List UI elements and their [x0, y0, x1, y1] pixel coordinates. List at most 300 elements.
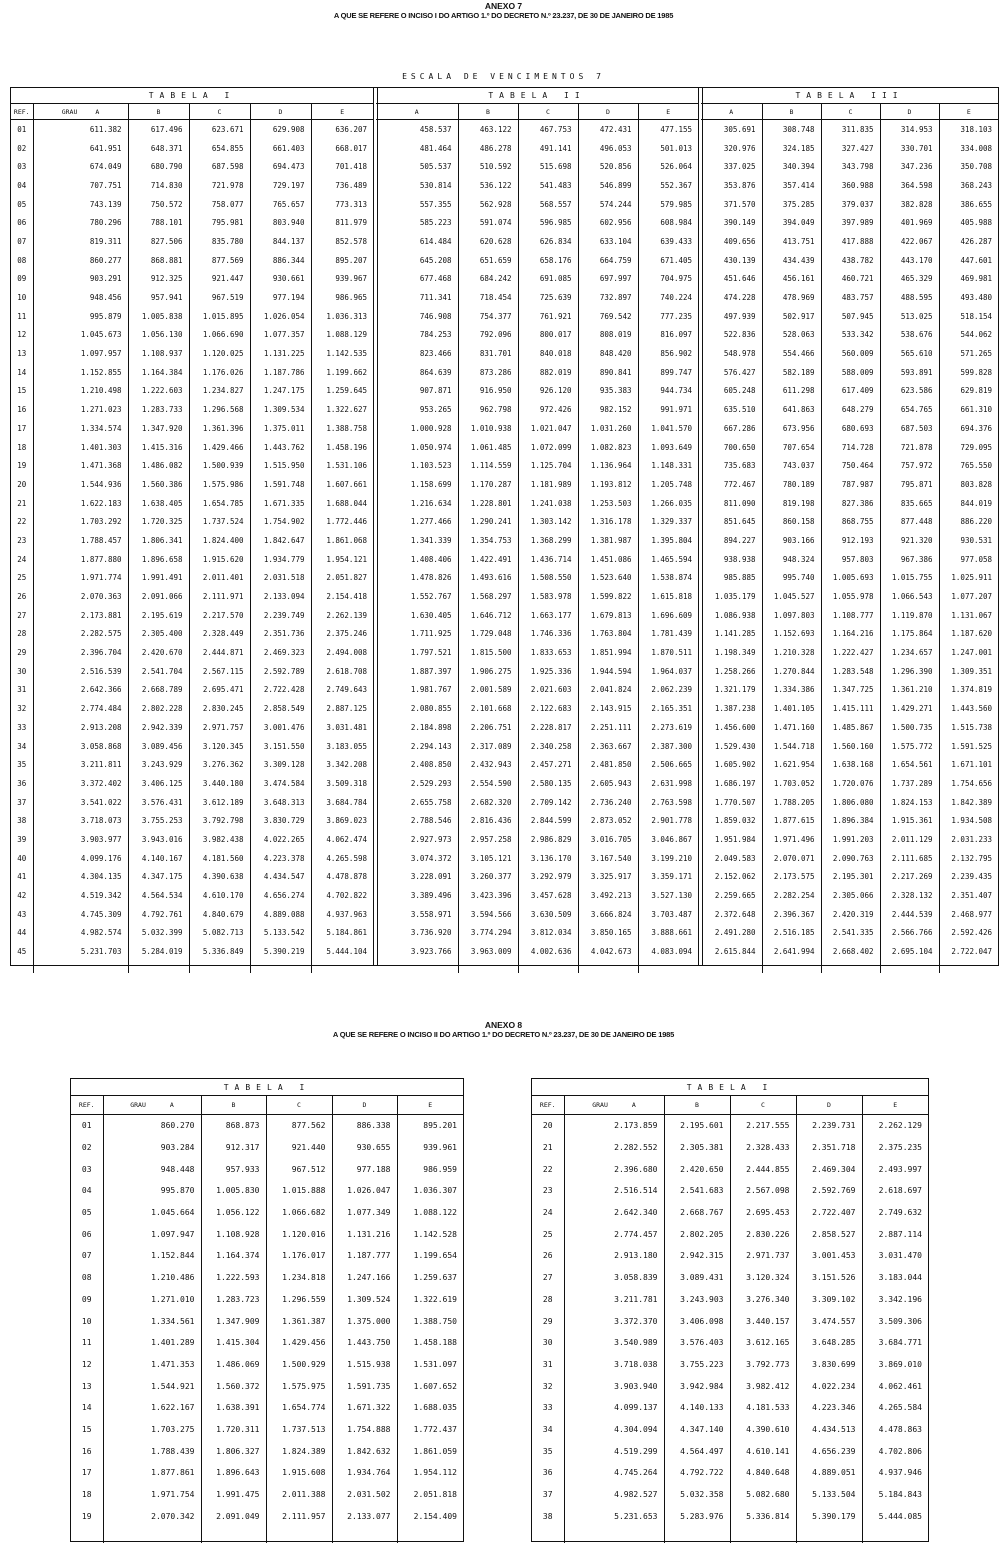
value-cell: 3.509.318 — [311, 774, 373, 793]
value-cell: 1.500.735 — [880, 718, 939, 737]
value-cell: 3.001.476 — [250, 718, 311, 737]
ref-header: REF. — [71, 1096, 103, 1115]
value-cell: 2.469.323 — [250, 643, 311, 662]
value-cell: 1.615.818 — [638, 587, 698, 606]
filler-cell — [250, 961, 311, 973]
column-header-a — [103, 1096, 201, 1115]
value-cell: 1.465.594 — [638, 550, 698, 569]
value-cell: 811.979 — [311, 213, 373, 232]
value-cell: 1.842.647 — [250, 531, 311, 550]
value-cell: 2.592.426 — [939, 924, 998, 943]
value-cell: 4.140.133 — [664, 1397, 730, 1419]
table-row — [701, 419, 998, 438]
value-cell: 1.303.142 — [518, 512, 578, 531]
value-cell: 1.788.439 — [103, 1440, 201, 1462]
value-cell: 2.420.670 — [128, 643, 189, 662]
column-header-e: E — [311, 104, 373, 120]
value-cell: 1.991.491 — [128, 569, 189, 588]
value-cell: 2.133.094 — [250, 587, 311, 606]
value-cell: 1.164.374 — [201, 1245, 266, 1267]
value-cell: 761.921 — [518, 307, 578, 326]
table-row — [11, 811, 373, 830]
value-cell: 4.792.761 — [128, 905, 189, 924]
value-cell: 1.703.052 — [762, 774, 821, 793]
value-cell: 2.328.132 — [880, 886, 939, 905]
value-cell: 1.456.600 — [714, 722, 756, 732]
ref-cell: 31 — [542, 1359, 553, 1369]
value-cell: 939.961 — [397, 1137, 463, 1159]
ref-cell: 08 — [17, 255, 27, 265]
value-cell: 2.655.758 — [410, 797, 452, 807]
value-cell: 497.939 — [723, 311, 756, 321]
table-row — [11, 868, 373, 887]
value-cell: 5.284.019 — [128, 942, 189, 961]
value-cell: 560.009 — [821, 344, 880, 363]
value-cell: 2.493.997 — [862, 1158, 928, 1180]
value-cell: 526.064 — [638, 157, 698, 176]
ref-cell: 31 — [17, 685, 27, 695]
value-cell: 1.361.387 — [266, 1310, 332, 1332]
value-cell: 1.971.754 — [103, 1484, 201, 1506]
value-cell: 375.285 — [762, 195, 821, 214]
value-cell: 3.576.403 — [664, 1332, 730, 1354]
table-row — [376, 475, 698, 494]
value-cell: 1.842.632 — [332, 1440, 397, 1462]
value-cell: 1.954.112 — [397, 1462, 463, 1484]
value-cell: 2.420.319 — [821, 905, 880, 924]
table-row — [11, 176, 373, 195]
table-row — [376, 382, 698, 401]
value-cell: 758.077 — [189, 195, 250, 214]
value-cell: 2.642.366 — [33, 681, 128, 700]
value-cell: 803.828 — [939, 475, 998, 494]
value-cell: 1.271.010 — [103, 1289, 201, 1311]
value-cell: 3.923.766 — [410, 947, 452, 957]
value-cell: 907.871 — [419, 386, 452, 396]
value-cell: 1.354.753 — [458, 531, 518, 550]
value-cell: 451.646 — [723, 274, 756, 284]
table-row — [71, 1397, 463, 1419]
value-cell: 422.067 — [880, 232, 939, 251]
ref-cell: 24 — [542, 1208, 553, 1218]
table-row — [701, 326, 998, 345]
value-cell: 3.612.189 — [189, 793, 250, 812]
value-cell: 1.216.634 — [410, 498, 452, 508]
value-cell: 443.170 — [880, 251, 939, 270]
value-cell: 1.199.654 — [397, 1245, 463, 1267]
value-cell: 1.401.105 — [762, 699, 821, 718]
value-cell: 4.937.963 — [311, 905, 373, 924]
value-cell: 394.049 — [762, 213, 821, 232]
ref-cell: 13 — [17, 349, 27, 359]
value-cell: 680.693 — [821, 419, 880, 438]
value-cell: 1.638.405 — [128, 494, 189, 513]
value-cell: 474.228 — [723, 293, 756, 303]
value-cell: 1.746.336 — [518, 625, 578, 644]
value-cell: 823.466 — [419, 349, 452, 359]
value-cell: 4.889.088 — [250, 905, 311, 924]
ref-cell: 36 — [542, 1468, 553, 1478]
table-row — [532, 1484, 928, 1506]
ref-cell: 06 — [17, 218, 27, 228]
grau-label: GRAU — [61, 107, 78, 116]
value-cell: 4.390.638 — [189, 868, 250, 887]
value-cell: 5.032.358 — [664, 1484, 730, 1506]
value-cell: 2.567.115 — [189, 662, 250, 681]
value-cell: 948.324 — [762, 550, 821, 569]
ref-cell: 02 — [17, 143, 27, 153]
table-row — [701, 456, 998, 475]
value-cell: 1.228.801 — [458, 494, 518, 513]
value-cell: 2.567.098 — [730, 1180, 796, 1202]
value-cell: 769.542 — [578, 307, 638, 326]
value-cell: 3.046.867 — [638, 830, 698, 849]
value-cell: 4.702.822 — [311, 886, 373, 905]
value-cell: 2.722.428 — [250, 681, 311, 700]
table-row — [11, 157, 373, 176]
value-cell: 2.351.736 — [250, 625, 311, 644]
value-cell: 1.720.325 — [128, 512, 189, 531]
value-cell: 3.243.903 — [664, 1289, 730, 1311]
value-cell: 787.987 — [821, 475, 880, 494]
value-cell: 314.953 — [880, 120, 939, 139]
value-cell: 2.154.409 — [397, 1505, 463, 1527]
value-cell: 2.802.228 — [128, 699, 189, 718]
value-cell: 353.876 — [723, 180, 756, 190]
value-cell: 2.282.575 — [33, 625, 128, 644]
ref-cell: 15 — [17, 386, 27, 396]
value-cell: 641.951 — [33, 139, 128, 158]
value-cell: 568.557 — [518, 195, 578, 214]
value-cell: 5.231.703 — [33, 942, 128, 961]
value-cell: 2.986.829 — [518, 830, 578, 849]
value-cell: 467.753 — [518, 120, 578, 139]
value-cell: 3.151.526 — [796, 1267, 862, 1289]
ref-cell: 27 — [17, 610, 27, 620]
value-cell: 4.062.461 — [862, 1375, 928, 1397]
table-title: TABELA I — [532, 1079, 928, 1096]
value-cell: 4.519.342 — [33, 886, 128, 905]
value-cell: 1.671.335 — [250, 494, 311, 513]
value-cell: 2.173.881 — [33, 606, 128, 625]
table-row — [11, 849, 373, 868]
ref-cell: 03 — [17, 162, 27, 172]
value-cell: 852.578 — [311, 232, 373, 251]
table-row — [701, 475, 998, 494]
ref-cell: 29 — [17, 648, 27, 658]
value-cell: 1.387.238 — [714, 704, 756, 714]
value-cell: 3.684.784 — [311, 793, 373, 812]
value-cell: 477.155 — [638, 120, 698, 139]
value-cell: 2.195.601 — [664, 1115, 730, 1137]
column-header-row — [532, 1096, 928, 1115]
value-cell: 4.022.234 — [796, 1375, 862, 1397]
table-row — [71, 1223, 463, 1245]
value-cell: 639.433 — [638, 232, 698, 251]
anexo8-right-table — [531, 1078, 929, 1542]
column-header-a: A — [376, 104, 458, 120]
table-row — [11, 419, 373, 438]
table-row — [71, 1484, 463, 1506]
value-cell: 868.881 — [128, 251, 189, 270]
value-cell: 2.090.763 — [821, 849, 880, 868]
ref-cell: 36 — [17, 778, 27, 788]
table-row — [701, 774, 998, 793]
value-cell: 1.164.384 — [128, 363, 189, 382]
value-cell: 671.405 — [638, 251, 698, 270]
value-cell: 2.396.704 — [33, 643, 128, 662]
value-cell: 1.056.130 — [128, 326, 189, 345]
table-row — [376, 868, 698, 887]
table-row — [701, 363, 998, 382]
value-cell: 2.506.665 — [638, 755, 698, 774]
value-cell: 704.975 — [638, 270, 698, 289]
value-cell: 707.751 — [33, 176, 128, 195]
value-cell: 557.355 — [419, 199, 452, 209]
value-cell: 507.945 — [821, 307, 880, 326]
value-cell: 2.468.977 — [939, 905, 998, 924]
value-cell: 4.022.265 — [250, 830, 311, 849]
value-cell: 1.309.524 — [332, 1289, 397, 1311]
value-cell: 3.474.584 — [250, 774, 311, 793]
value-cell: 1.401.289 — [103, 1332, 201, 1354]
value-cell: 1.859.032 — [714, 816, 756, 826]
value-cell: 3.243.929 — [128, 755, 189, 774]
value-cell: 3.684.771 — [862, 1332, 928, 1354]
value-cell: 1.915.361 — [880, 811, 939, 830]
value-cell: 2.091.066 — [128, 587, 189, 606]
anexo7-title: ANEXO 7 — [484, 1, 523, 11]
value-cell: 1.964.037 — [638, 662, 698, 681]
ref-cell: 11 — [17, 311, 27, 321]
value-cell: 4.478.863 — [862, 1419, 928, 1441]
table-row — [11, 793, 373, 812]
value-cell: 538.676 — [880, 326, 939, 345]
value-cell: 3.903.940 — [564, 1375, 664, 1397]
filler-cell — [33, 961, 128, 973]
value-cell: 1.515.950 — [250, 456, 311, 475]
value-cell: 2.481.850 — [578, 755, 638, 774]
value-cell: 2.111.957 — [266, 1505, 332, 1527]
value-cell: 1.991.203 — [821, 830, 880, 849]
ref-cell: 07 — [17, 236, 27, 246]
table-row — [376, 512, 698, 531]
value-cell: 2.592.789 — [250, 662, 311, 681]
value-cell: 1.086.938 — [714, 610, 756, 620]
value-cell: 2.432.943 — [458, 755, 518, 774]
tabela-right — [532, 1079, 928, 1543]
value-cell: 522.836 — [723, 330, 756, 340]
value-cell: 541.483 — [518, 176, 578, 195]
value-cell: 515.698 — [518, 157, 578, 176]
value-cell: 2.668.767 — [664, 1202, 730, 1224]
column-header-row — [701, 104, 998, 120]
column-letter: A — [95, 107, 100, 116]
value-cell: 957.933 — [201, 1158, 266, 1180]
value-cell: 3.527.130 — [638, 886, 698, 905]
value-cell: 1.529.430 — [714, 741, 756, 751]
value-cell: 1.000.928 — [410, 423, 452, 433]
ref-cell: 22 — [542, 1164, 553, 1174]
value-cell: 916.950 — [458, 382, 518, 401]
value-cell: 5.133.542 — [250, 924, 311, 943]
table-row — [701, 232, 998, 251]
value-cell: 1.050.974 — [410, 442, 452, 452]
value-cell: 2.041.824 — [578, 681, 638, 700]
column-header-e: E — [638, 104, 698, 120]
value-cell: 811.090 — [723, 498, 756, 508]
table-row — [532, 1332, 928, 1354]
value-cell: 1.258.266 — [714, 666, 756, 676]
value-cell: 691.085 — [518, 270, 578, 289]
value-cell: 3.074.372 — [410, 853, 452, 863]
value-cell: 1.283.723 — [201, 1289, 266, 1311]
table-row — [701, 662, 998, 681]
value-cell: 2.873.052 — [578, 811, 638, 830]
value-cell: 835.665 — [880, 494, 939, 513]
table-title-row — [701, 88, 998, 104]
value-cell: 434.439 — [762, 251, 821, 270]
value-cell: 2.420.650 — [664, 1158, 730, 1180]
value-cell: 3.612.165 — [730, 1332, 796, 1354]
table-row — [11, 195, 373, 214]
table-row — [701, 382, 998, 401]
value-cell: 868.755 — [821, 512, 880, 531]
table-row — [532, 1375, 928, 1397]
value-cell: 1.036.313 — [311, 307, 373, 326]
table-row — [11, 662, 373, 681]
ref-cell: 28 — [17, 629, 27, 639]
value-cell: 1.198.349 — [714, 648, 756, 658]
value-cell: 957.803 — [821, 550, 880, 569]
table-row — [376, 456, 698, 475]
value-cell: 1.515.938 — [332, 1354, 397, 1376]
value-cell: 1.347.725 — [821, 681, 880, 700]
value-cell: 4.265.598 — [311, 849, 373, 868]
value-cell: 4.223.346 — [796, 1397, 862, 1419]
value-cell: 1.538.874 — [638, 569, 698, 588]
value-cell: 357.414 — [762, 176, 821, 195]
value-cell: 877.448 — [880, 512, 939, 531]
value-cell: 2.971.757 — [189, 718, 250, 737]
value-cell: 926.120 — [518, 382, 578, 401]
value-cell: 2.541.683 — [664, 1180, 730, 1202]
value-cell: 1.375.000 — [332, 1310, 397, 1332]
value-cell: 1.114.559 — [458, 456, 518, 475]
value-cell: 2.152.062 — [714, 872, 756, 882]
value-cell: 957.941 — [128, 288, 189, 307]
table-row — [701, 793, 998, 812]
value-cell: 2.251.111 — [578, 718, 638, 737]
value-cell: 4.610.141 — [730, 1440, 796, 1462]
value-cell: 1.815.500 — [458, 643, 518, 662]
value-cell: 3.276.340 — [730, 1289, 796, 1311]
value-cell: 1.136.964 — [578, 456, 638, 475]
table-row — [71, 1375, 463, 1397]
value-cell: 1.321.179 — [714, 685, 756, 695]
filler-cell — [880, 961, 939, 973]
value-cell: 1.247.175 — [250, 382, 311, 401]
table-title-row — [376, 88, 698, 104]
table-row — [11, 288, 373, 307]
value-cell: 1.103.523 — [410, 461, 452, 471]
ref-cell: 08 — [81, 1273, 92, 1283]
value-cell: 3.792.773 — [730, 1354, 796, 1376]
table-row — [701, 868, 998, 887]
ref-cell: 18 — [17, 442, 27, 452]
value-cell: 4.840.679 — [189, 905, 250, 924]
value-cell: 1.622.167 — [103, 1397, 201, 1419]
table-row — [376, 400, 698, 419]
value-cell: 2.282.254 — [762, 886, 821, 905]
value-cell: 1.125.704 — [518, 456, 578, 475]
value-cell: 2.830.226 — [730, 1223, 796, 1245]
value-cell: 995.870 — [103, 1180, 201, 1202]
value-cell: 912.193 — [821, 531, 880, 550]
table-row — [701, 195, 998, 214]
ref-cell: 15 — [81, 1424, 92, 1434]
value-cell: 2.516.514 — [564, 1180, 664, 1202]
value-cell: 2.021.603 — [518, 681, 578, 700]
column-header-row — [71, 1096, 463, 1115]
value-cell: 1.486.069 — [201, 1354, 266, 1376]
table-title: TABELA I — [71, 1079, 463, 1096]
value-cell: 2.111.971 — [189, 587, 250, 606]
ref-cell: 40 — [17, 853, 27, 863]
filler-cell — [458, 961, 518, 973]
value-cell: 343.798 — [821, 157, 880, 176]
value-cell: 513.025 — [880, 307, 939, 326]
value-cell: 1.971.496 — [762, 830, 821, 849]
value-cell: 1.334.561 — [103, 1310, 201, 1332]
value-cell: 5.336.814 — [730, 1505, 796, 1527]
filler-cell — [762, 961, 821, 973]
value-cell: 772.467 — [723, 479, 756, 489]
value-cell: 2.011.401 — [189, 569, 250, 588]
value-cell: 1.277.466 — [410, 517, 452, 527]
table-row — [532, 1354, 928, 1376]
value-cell: 3.703.487 — [638, 905, 698, 924]
value-cell: 2.351.407 — [939, 886, 998, 905]
table-row — [376, 531, 698, 550]
ref-cell: 09 — [81, 1294, 92, 1304]
value-cell: 1.638.391 — [201, 1397, 266, 1419]
ref-cell: 35 — [542, 1446, 553, 1456]
value-cell: 397.989 — [821, 213, 880, 232]
value-cell: 1.015.895 — [189, 307, 250, 326]
value-cell: 3.406.125 — [128, 774, 189, 793]
value-cell: 711.341 — [419, 293, 452, 303]
value-cell: 2.239.435 — [939, 868, 998, 887]
value-cell: 740.224 — [638, 288, 698, 307]
value-cell: 3.423.396 — [458, 886, 518, 905]
filler-cell — [311, 961, 373, 973]
value-cell: 808.019 — [578, 326, 638, 345]
value-cell: 5.133.504 — [796, 1484, 862, 1506]
value-cell: 1.141.285 — [714, 629, 756, 639]
value-cell: 3.850.165 — [578, 924, 638, 943]
table-row — [701, 288, 998, 307]
value-cell: 608.984 — [638, 213, 698, 232]
value-cell: 324.185 — [762, 139, 821, 158]
value-cell: 1.361.210 — [880, 681, 939, 700]
value-cell: 1.971.774 — [33, 569, 128, 588]
value-cell: 1.896.384 — [821, 811, 880, 830]
value-cell: 1.234.827 — [189, 382, 250, 401]
ref-cell: 01 — [81, 1121, 92, 1131]
value-cell: 1.703.292 — [33, 512, 128, 531]
value-cell: 732.897 — [578, 288, 638, 307]
